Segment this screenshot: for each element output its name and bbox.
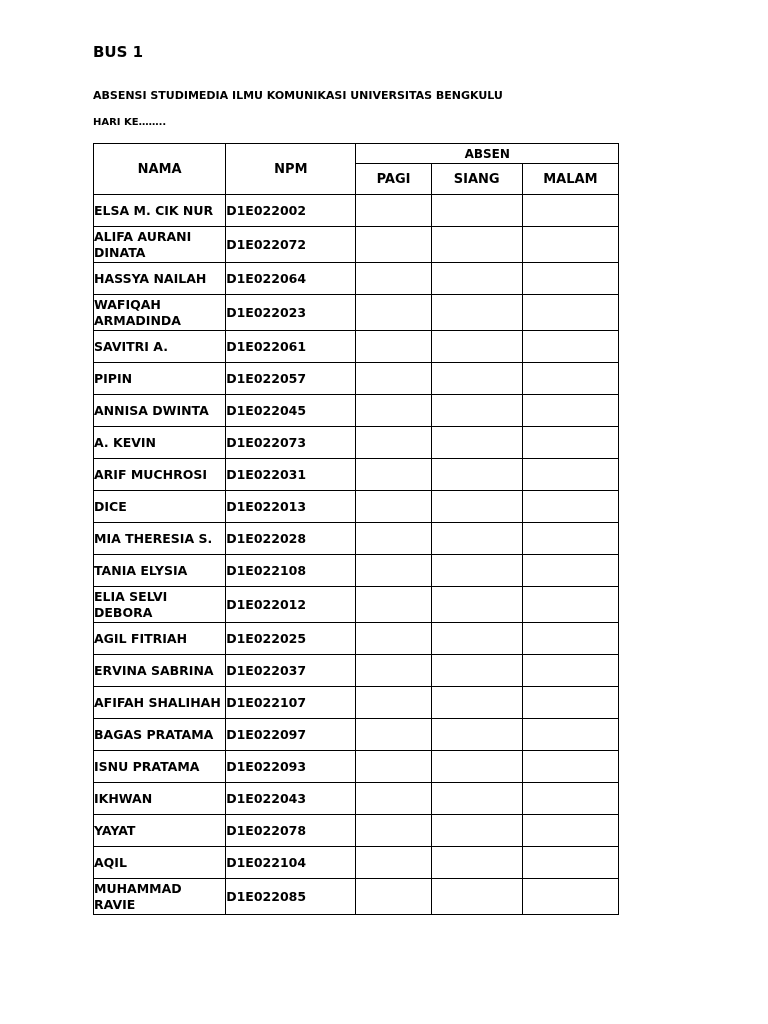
student-name: AFIFAH SHALIHAH [94, 687, 226, 719]
student-name: ISNU PRATAMA [94, 751, 226, 783]
attendance-cell-pagi[interactable] [356, 847, 431, 879]
student-npm: D1E022031 [226, 459, 356, 491]
student-name: PIPIN [94, 363, 226, 395]
attendance-cell-pagi[interactable] [356, 523, 431, 555]
table-row [94, 295, 619, 331]
table-row [94, 427, 619, 459]
attendance-cell-malam[interactable] [522, 847, 618, 879]
attendance-cell-pagi[interactable] [356, 491, 431, 523]
attendance-cell-pagi[interactable] [356, 195, 431, 227]
attendance-cell-malam[interactable] [522, 295, 618, 331]
attendance-cell-siang[interactable] [431, 459, 522, 491]
student-npm: D1E022012 [226, 587, 356, 623]
student-npm: D1E022093 [226, 751, 356, 783]
column-header-malam: MALAM [522, 164, 618, 195]
student-name: DICE [94, 491, 226, 523]
table-row [94, 227, 619, 263]
student-npm: D1E022013 [226, 491, 356, 523]
table-row [94, 195, 619, 227]
attendance-cell-siang[interactable] [431, 783, 522, 815]
student-name: IKHWAN [94, 783, 226, 815]
student-npm: D1E022073 [226, 427, 356, 459]
student-npm: D1E022028 [226, 523, 356, 555]
student-npm: D1E022023 [226, 295, 356, 331]
student-npm: D1E022085 [226, 879, 356, 915]
attendance-cell-malam[interactable] [522, 395, 618, 427]
student-npm: D1E022072 [226, 227, 356, 263]
column-header-siang: SIANG [431, 164, 522, 195]
attendance-cell-malam[interactable] [522, 227, 618, 263]
attendance-cell-malam[interactable] [522, 195, 618, 227]
student-name: ANNISA DWINTA [94, 395, 226, 427]
attendance-cell-malam[interactable] [522, 331, 618, 363]
attendance-cell-malam[interactable] [522, 427, 618, 459]
student-name: TANIA ELYSIA [94, 555, 226, 587]
attendance-cell-pagi[interactable] [356, 587, 431, 623]
attendance-cell-pagi[interactable] [356, 227, 431, 263]
table-row [94, 847, 619, 879]
table-row [94, 655, 619, 687]
table-row [94, 491, 619, 523]
attendance-cell-pagi[interactable] [356, 719, 431, 751]
attendance-cell-pagi[interactable] [356, 363, 431, 395]
attendance-cell-pagi[interactable] [356, 263, 431, 295]
column-header-absen: ABSEN [356, 144, 619, 164]
student-name: ELSA M. CIK NUR [94, 195, 226, 227]
attendance-cell-siang[interactable] [431, 227, 522, 263]
student-name: AGIL FITRIAH [94, 623, 226, 655]
attendance-cell-siang[interactable] [431, 523, 522, 555]
table-row [94, 687, 619, 719]
attendance-cell-malam[interactable] [522, 263, 618, 295]
attendance-cell-siang[interactable] [431, 331, 522, 363]
attendance-cell-siang[interactable] [431, 847, 522, 879]
document-title: BUS 1 [93, 43, 144, 61]
table-row [94, 459, 619, 491]
attendance-cell-siang[interactable] [431, 395, 522, 427]
attendance-cell-malam[interactable] [522, 879, 618, 915]
document-heading: ABSENSI STUDIMEDIA ILMU KOMUNIKASI UNIVERSITAS BENGKULU [93, 89, 503, 102]
attendance-cell-siang[interactable] [431, 587, 522, 623]
student-npm: D1E022057 [226, 363, 356, 395]
attendance-cell-pagi[interactable] [356, 687, 431, 719]
table-row [94, 331, 619, 363]
attendance-cell-pagi[interactable] [356, 395, 431, 427]
student-npm: D1E022002 [226, 195, 356, 227]
attendance-table [93, 143, 619, 915]
student-name: YAYAT [94, 815, 226, 847]
attendance-cell-siang[interactable] [431, 623, 522, 655]
attendance-cell-siang[interactable] [431, 427, 522, 459]
table-row [94, 719, 619, 751]
attendance-cell-siang[interactable] [431, 655, 522, 687]
attendance-cell-siang[interactable] [431, 687, 522, 719]
table-row [94, 587, 619, 623]
student-name: ARIF MUCHROSI [94, 459, 226, 491]
attendance-cell-pagi[interactable] [356, 815, 431, 847]
attendance-cell-malam[interactable] [522, 623, 618, 655]
student-name: AQIL [94, 847, 226, 879]
attendance-cell-pagi[interactable] [356, 555, 431, 587]
attendance-cell-malam[interactable] [522, 491, 618, 523]
column-header-nama: NAMA [94, 144, 226, 195]
attendance-cell-siang[interactable] [431, 295, 522, 331]
attendance-cell-pagi[interactable] [356, 459, 431, 491]
student-name: SAVITRI A. [94, 331, 226, 363]
attendance-cell-malam[interactable] [522, 523, 618, 555]
attendance-cell-siang[interactable] [431, 815, 522, 847]
student-name: BAGAS PRATAMA [94, 719, 226, 751]
student-npm: D1E022037 [226, 655, 356, 687]
student-name: HASSYA NAILAH [94, 263, 226, 295]
attendance-cell-malam[interactable] [522, 687, 618, 719]
attendance-cell-malam[interactable] [522, 815, 618, 847]
table-row [94, 783, 619, 815]
attendance-cell-siang[interactable] [431, 555, 522, 587]
student-npm: D1E022097 [226, 719, 356, 751]
student-name: MUHAMMAD RAVIE [94, 879, 226, 915]
student-npm: D1E022025 [226, 623, 356, 655]
student-npm: D1E022107 [226, 687, 356, 719]
attendance-cell-malam[interactable] [522, 587, 618, 623]
column-header-npm: NPM [226, 144, 356, 195]
attendance-cell-pagi[interactable] [356, 623, 431, 655]
attendance-cell-pagi[interactable] [356, 331, 431, 363]
student-name: ERVINA SABRINA [94, 655, 226, 687]
student-npm: D1E022108 [226, 555, 356, 587]
table-row [94, 395, 619, 427]
student-name: ALIFA AURANI DINATA [94, 227, 226, 263]
attendance-cell-malam[interactable] [522, 751, 618, 783]
student-npm: D1E022078 [226, 815, 356, 847]
attendance-cell-pagi[interactable] [356, 655, 431, 687]
attendance-cell-malam[interactable] [522, 555, 618, 587]
student-name: MIA THERESIA S. [94, 523, 226, 555]
student-npm: D1E022061 [226, 331, 356, 363]
attendance-cell-malam[interactable] [522, 459, 618, 491]
attendance-cell-siang[interactable] [431, 363, 522, 395]
attendance-cell-pagi[interactable] [356, 879, 431, 915]
table-row [94, 523, 619, 555]
attendance-cell-pagi[interactable] [356, 427, 431, 459]
student-npm: D1E022045 [226, 395, 356, 427]
attendance-cell-pagi[interactable] [356, 295, 431, 331]
attendance-cell-malam[interactable] [522, 363, 618, 395]
student-npm: D1E022104 [226, 847, 356, 879]
attendance-cell-siang[interactable] [431, 491, 522, 523]
student-npm: D1E022043 [226, 783, 356, 815]
table-row [94, 751, 619, 783]
attendance-cell-malam[interactable] [522, 783, 618, 815]
attendance-rows [94, 195, 619, 915]
attendance-cell-pagi[interactable] [356, 783, 431, 815]
day-label: HARI KE…….. [93, 117, 167, 128]
table-row [94, 263, 619, 295]
table-row [94, 363, 619, 395]
attendance-cell-pagi[interactable] [356, 751, 431, 783]
student-name: WAFIQAH ARMADINDA [94, 295, 226, 331]
student-name: ELIA SELVI DEBORA [94, 587, 226, 623]
table-row [94, 815, 619, 847]
attendance-cell-siang[interactable] [431, 879, 522, 915]
attendance-cell-siang[interactable] [431, 263, 522, 295]
table-row [94, 623, 619, 655]
attendance-cell-malam[interactable] [522, 719, 618, 751]
attendance-cell-siang[interactable] [431, 751, 522, 783]
student-name: A. KEVIN [94, 427, 226, 459]
attendance-cell-malam[interactable] [522, 655, 618, 687]
table-row [94, 879, 619, 915]
column-header-pagi: PAGI [356, 164, 431, 195]
student-npm: D1E022064 [226, 263, 356, 295]
table-row [94, 555, 619, 587]
attendance-cell-siang[interactable] [431, 719, 522, 751]
attendance-cell-siang[interactable] [431, 195, 522, 227]
